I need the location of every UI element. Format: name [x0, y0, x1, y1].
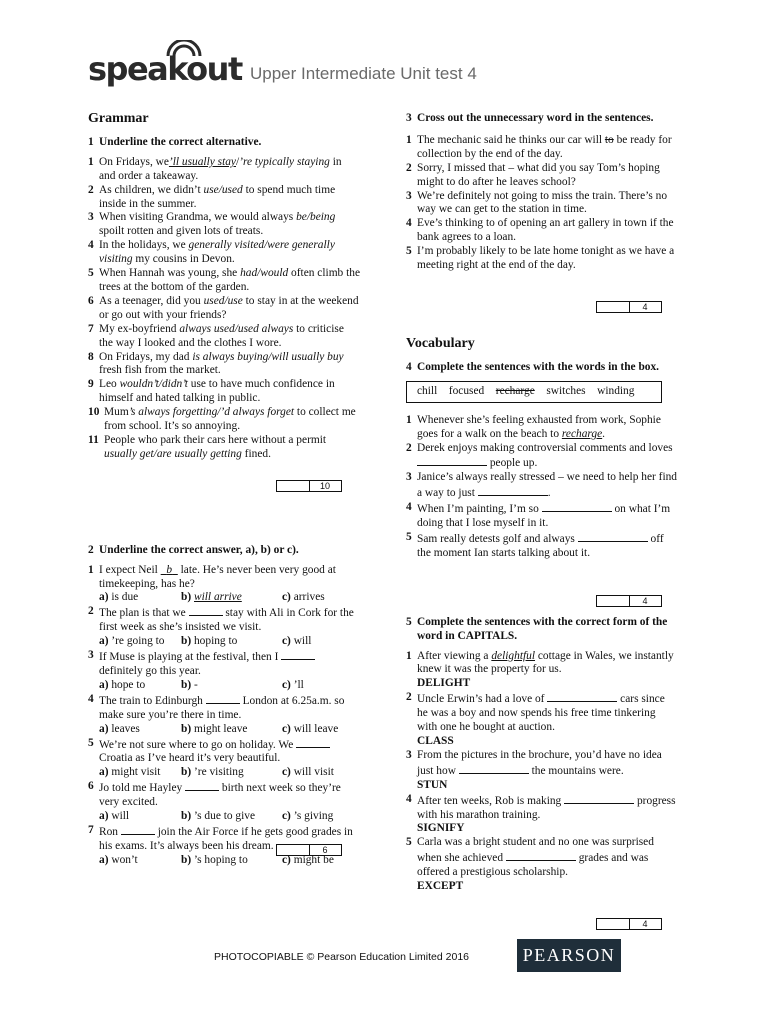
- ex3-item: 1 The mechanic said he thinks our car will to be ready for collection by the end of the day.: [406, 133, 672, 160]
- ex2-options: a) is due b) will arrive c) arrives: [99, 591, 325, 604]
- ex5-item: 3 From the pictures in the brochure, you’d have no idea just how the mountains were. STUN: [406, 748, 662, 791]
- exercise-4-instruction: 4 Complete the sentences with the words in the box.: [406, 360, 660, 373]
- ex5-item: 2 Uncle Erwin’s had a love of cars since he was a boy and now spends his free time tinkering with one he bought at auction. CLASS: [406, 691, 665, 747]
- ex1-item: 8 On Fridays, my dad is always buying/will usually buy fresh fish from the market.: [88, 350, 344, 377]
- page-subtitle: Upper Intermediate Unit test 4: [250, 64, 477, 83]
- score-box-ex4: 4: [596, 595, 662, 607]
- copyright-notice: PHOTOCOPIABLE © Pearson Education Limited 2016: [214, 951, 470, 963]
- ex2-item: 6 Jo told me Hayley birth next week so they’re very excited.: [88, 780, 341, 809]
- score-box-ex2: 6: [276, 844, 342, 856]
- exercise-5-instruction: 5 Complete the sentences with the correct form of the word in CAPITALS.: [406, 615, 668, 642]
- ex3-item: 3 We’re definitely not going to miss the train. There’s no way we can get to the station in time.: [406, 189, 668, 216]
- ex2-item: 1 I expect Neil b late. He’s never been very good at timekeeping, has he?: [88, 563, 336, 590]
- exercise-1-instruction: 1 Underline the correct alternative.: [88, 135, 262, 148]
- vocabulary-heading: Vocabulary: [406, 335, 475, 351]
- ex1-item: 1 On Fridays, we’ll usually stay/’re typically staying in and order a takeaway.: [88, 155, 342, 182]
- ex1-item: 5 When Hannah was young, she had/would often climb the trees at the bottom of the garden.: [88, 267, 361, 293]
- ex3-item: 2 Sorry, I missed that – what did you say Tom’s hoping might to do after he leaves school?: [406, 161, 660, 188]
- ex2-options: a) hope to b) - c) ’ll: [99, 678, 304, 691]
- score-box-ex3: 4: [596, 301, 662, 313]
- right-column: [406, 112, 678, 894]
- ex4-item: 4 When I’m painting, I’m so on what I’m doing that I lose myself in it.: [406, 501, 671, 530]
- ex1-item: 9 Leo wouldn’t/didn’t use to have much confidence in himself and hated talking in public.: [88, 378, 335, 405]
- ex5-item: 4 After ten weeks, Rob is making progress with his marathon training. SIGNIFY: [406, 792, 676, 835]
- speakout-logo: speakout: [88, 50, 242, 88]
- ex1-item: 10 Mum’s always forgetting/’d always forget to collect me from school. It’s so annoying.: [88, 406, 356, 433]
- ex5-item: 5 Carla was a bright student and no one was surprised when she achieved grades and was offered a prestigious scholarship. EXCEPT: [406, 836, 654, 893]
- ex3-item: 5 I’m probably likely to be late home tonight as we have a meeting right at the end of the day.: [406, 245, 675, 272]
- ex2-item: 4 The train to Edinburgh London at 6.25a.m. so make sure you’re there in time.: [88, 692, 345, 721]
- ex2-item: 5 We’re not sure where to go on holiday. We Croatia as I’ve heard it’s very beautiful.: [88, 737, 360, 767]
- ex1-item: 3 When visiting Grandma, we would always be/being spoilt rotten and given lots of treats.: [88, 211, 336, 238]
- ex4-item: 2 Derek enjoys making controversial comments and loves people up.: [406, 441, 673, 470]
- ex1-item: 6 As a teenager, did you used/use to stay in at the weekend or go out with your friends?: [88, 294, 359, 321]
- ex2-item: 3 If Muse is playing at the festival, then I definitely go this year.: [88, 649, 360, 679]
- grammar-heading: Grammar: [88, 111, 149, 126]
- score-box-ex1: 10: [276, 480, 342, 492]
- ex1-item: 11 People who park their cars here without a permit usually get/are usually getting fined.: [88, 433, 327, 460]
- pearson-logo: PEARSON: [517, 939, 621, 972]
- ex2-options: a) might visit b) ’re visiting c) will visit: [99, 766, 334, 779]
- exercise-3-instruction: 3 Cross out the unnecessary word in the sentences.: [406, 112, 654, 124]
- score-box-ex5: 4: [596, 918, 662, 930]
- ex2-options: a) will b) ’s due to give c) ’s giving: [99, 810, 334, 823]
- sound-waves-icon: [164, 40, 204, 62]
- ex2-options: a) won’t b) ’s hoping to c) might be: [99, 853, 334, 866]
- exercise-2-instruction: 2 Underline the correct answer, a), b) or c).: [88, 543, 299, 556]
- ex4-item: 5 Sam really detests golf and always off the moment Ian starts talking about it.: [406, 530, 664, 559]
- ex1-item: 4 In the holidays, we generally visited/were generally visiting my cousins in Devon.: [88, 239, 335, 266]
- ex4-item: 1 Whenever she’s feeling exhausted from work, Sophie goes for a walk on the beach to recharge.: [406, 413, 661, 440]
- ex2-options: a) leaves b) might leave c) will leave: [99, 722, 339, 735]
- word-box: chill focused recharge switches winding: [406, 381, 662, 403]
- ex4-item: 3 Janice’s always really stressed – we need to help her find a way to just .: [406, 471, 677, 500]
- ex1-item: 2 As children, we didn’t use/used to spend much time inside in the summer.: [88, 183, 336, 210]
- ex5-item: 1 After viewing a delightful cottage in Wales, we instantly knew it was the property for us. DELIGHT: [406, 649, 674, 690]
- ex2-item: 7 Ron join the Air Force if he gets good grades in his exams. It’s always been his dream.: [88, 823, 353, 852]
- ex3-item: 4 Eve’s thinking to of opening an art gallery in town if the bank agrees to a loan.: [406, 217, 674, 244]
- ex1-item: 7 My ex-boyfriend always used/used always to criticise the way I looked and the clothes I wore.: [88, 322, 344, 349]
- ex2-options: a) ’re going to b) hoping to c) will: [99, 635, 312, 648]
- ex2-item: 2 The plan is that we stay with Ali in Cork for the first week as she’s insisted we visit.: [88, 605, 354, 634]
